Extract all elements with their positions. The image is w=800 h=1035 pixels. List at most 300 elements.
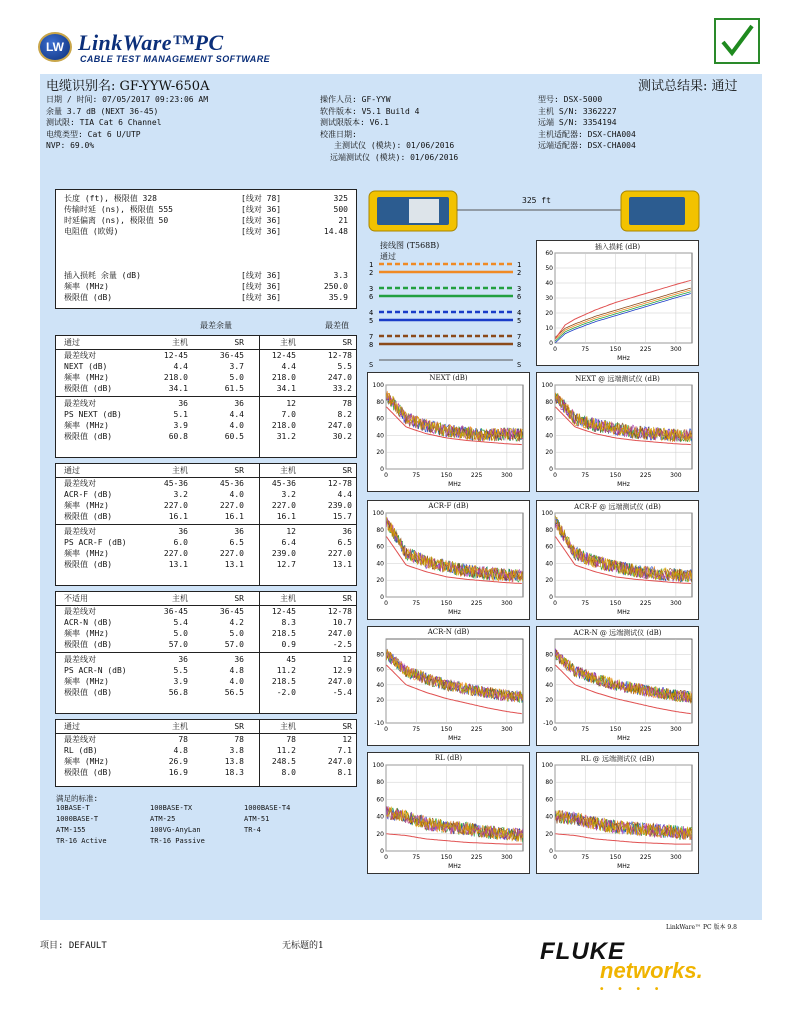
table-row (56, 350, 356, 361)
header-test-limit: 测试限: TIA Cat 6 Channel (46, 118, 162, 127)
y-tick-label: 80 (376, 651, 384, 659)
cell-value: 4.0 (229, 677, 244, 686)
y-tick-label: 20 (545, 310, 553, 317)
standard-item: 100BASE-TX (150, 804, 193, 812)
header-operator: 操作人员: GF-YYW (320, 95, 391, 104)
cell-value: 218.0 (271, 373, 296, 382)
x-tick-label: 300 (501, 472, 513, 479)
x-tick-label: 225 (470, 600, 483, 607)
x-tick-label: 150 (609, 726, 622, 733)
chart-plot (368, 501, 529, 619)
pass-check-icon (714, 18, 760, 64)
row-label: ACR-F (dB) (64, 490, 113, 499)
length-row (56, 248, 356, 259)
y-tick-label: 60 (376, 415, 384, 423)
cell-value: 3.9 (173, 421, 188, 430)
x-tick-label: 300 (670, 726, 682, 733)
cell-value: 16.9 (168, 768, 188, 777)
cell-value: 247.0 (327, 373, 352, 382)
row-label: 最差线对 (64, 607, 96, 616)
x-tick-label: 0 (384, 472, 388, 479)
cell-value: 227.0 (327, 549, 352, 558)
x-tick-label: 150 (440, 472, 453, 479)
length-label: 传输时延 (ns), 极限值 555 (64, 205, 173, 214)
length-label: 电阻值 (欧姆) (64, 227, 119, 236)
cell-value: 13.1 (168, 560, 188, 569)
chart-title: 插入损耗 (dB) (594, 243, 641, 251)
x-tick-label: 300 (670, 600, 682, 607)
x-tick-label: 225 (639, 726, 652, 733)
row-label: 不适用 (64, 594, 88, 603)
chart-title: ACR-N @ 远端测试仪 (dB) (573, 629, 662, 637)
cell-value: 45 (286, 655, 296, 664)
header-cable-type: 电缆类型: Cat 6 U/UTP (46, 129, 141, 139)
y-tick-label: 100 (541, 510, 553, 517)
standards-list (56, 804, 356, 848)
x-tick-label: 225 (639, 600, 652, 607)
x-tick-label: 0 (553, 726, 557, 733)
chart-plot (368, 373, 529, 491)
table-column-divider (259, 336, 260, 457)
cell-value: 5.4 (173, 618, 188, 627)
linkware-logo-subtitle: CABLE TEST MANAGEMENT SOFTWARE (80, 54, 270, 64)
chart-plot (537, 501, 698, 619)
length-pair: [线对 36] (241, 293, 282, 302)
cell-value: 30.2 (332, 432, 352, 441)
worst-margin-heading: 最差余量 (200, 321, 232, 330)
cell-value: 4.4 (173, 362, 188, 371)
cell-value: 主机 (280, 594, 296, 603)
cell-value: 3.8 (229, 746, 244, 755)
standard-item: 100VG-AnyLan (150, 826, 201, 834)
cell-value: 36-45 (219, 351, 244, 360)
x-tick-label: 0 (553, 600, 557, 607)
cell-value: 239.0 (327, 501, 352, 510)
standard-item: 1000BASE-T (56, 815, 99, 823)
cell-value: 36 (342, 527, 352, 536)
y-tick-label: 40 (545, 280, 553, 287)
wiremap-pin-right: 6 (517, 293, 522, 301)
row-label: 通过 (64, 722, 80, 731)
cell-value: SR (234, 722, 244, 731)
cell-value: 36 (234, 399, 244, 408)
x-tick-label: 75 (581, 346, 590, 353)
cell-value: SR (234, 466, 244, 475)
cell-value: SR (342, 722, 352, 731)
row-label: 频率 (MHz) (64, 677, 109, 686)
length-value: 14.48 (323, 227, 348, 236)
cell-value: 227.0 (163, 501, 188, 510)
y-tick-label: 40 (376, 813, 384, 821)
cell-value: 8.3 (281, 618, 296, 627)
y-tick-label: 80 (545, 779, 553, 787)
y-tick-label: 40 (376, 432, 384, 440)
y-tick-label: 10 (545, 325, 553, 332)
x-tick-label: 225 (470, 854, 483, 861)
x-tick-label: 75 (581, 472, 590, 479)
cable-id: 电缆识别名: GF-YYW-650A (46, 79, 210, 94)
header-right-col (538, 94, 636, 152)
table-row (56, 420, 356, 431)
length-value: 21 (338, 216, 348, 225)
cell-value: 6.4 (281, 538, 296, 547)
chart-acrn (367, 626, 530, 746)
cell-value: 5.1 (173, 410, 188, 419)
standard-item: ATM-51 (244, 815, 270, 823)
cell-value: 4.4 (337, 490, 352, 499)
cell-value: 31.2 (276, 432, 296, 441)
row-label: 极限值 (dB) (64, 768, 113, 777)
wiremap-pin-left: 6 (369, 293, 374, 301)
length-row (56, 237, 356, 248)
cell-value: 34.1 (276, 384, 296, 393)
cell-value: 218.0 (271, 421, 296, 430)
length-pair: [线对 36] (241, 282, 282, 291)
cell-value: 6.5 (337, 538, 352, 547)
cell-value: 4.0 (229, 421, 244, 430)
x-tick-label: 75 (581, 854, 590, 861)
chart-return-loss-remote (536, 752, 699, 874)
cell-value: 36-45 (163, 607, 188, 616)
y-tick-label: 80 (545, 526, 553, 534)
row-label: 极限值 (dB) (64, 512, 113, 521)
standard-item: TR-16 Passive (150, 837, 205, 845)
cell-value: 12.9 (332, 666, 352, 675)
row-label: PS NEXT (dB) (64, 410, 122, 419)
cell-value: 26.9 (168, 757, 188, 766)
row-label: 最差线对 (64, 399, 96, 408)
cell-value: 3.9 (173, 677, 188, 686)
header-left-col (46, 94, 208, 152)
cell-value: 61.5 (224, 384, 244, 393)
standard-item: ATM-25 (150, 815, 176, 823)
cell-value: 5.0 (229, 373, 244, 382)
header-main-adapter: 主机适配器: DSX-CHA004 (538, 129, 636, 139)
chart-title: RL (dB) (434, 754, 463, 762)
length-value: 325 (333, 194, 348, 203)
header-remote-module-cal: 远端测试仪 (模块): 01/06/2016 (330, 152, 459, 162)
cell-value: 3.2 (173, 490, 188, 499)
row-label: 频率 (MHz) (64, 373, 109, 382)
cell-value: 16.1 (276, 512, 296, 521)
row-label: 频率 (MHz) (64, 549, 109, 558)
x-tick-label: 0 (384, 600, 388, 607)
table-column-divider (259, 464, 260, 585)
chart-return-loss (367, 752, 530, 874)
fluke-logo-dots: • • • • (600, 984, 665, 995)
x-tick-label: 150 (609, 600, 622, 607)
table-row (56, 687, 356, 698)
y-tick-label: 60 (545, 250, 553, 257)
cell-value: 主机 (172, 594, 188, 603)
table-row (56, 478, 356, 489)
chart-acrf-remote (536, 500, 699, 620)
y-tick-label: 0 (549, 340, 553, 347)
cell-value: 12-78 (327, 607, 352, 616)
table-row (56, 511, 356, 522)
wiremap-status: 通过 (380, 252, 396, 261)
cell-value: 7.0 (281, 410, 296, 419)
cell-value: 18.3 (224, 768, 244, 777)
cell-value: 8.0 (281, 768, 296, 777)
x-tick-label: 300 (670, 854, 682, 861)
wiremap-pin-right: 7 (517, 333, 522, 341)
x-tick-label: 0 (384, 854, 388, 861)
y-tick-label: 40 (545, 432, 553, 440)
standard-item: TR-4 (244, 826, 261, 834)
length-row (56, 292, 356, 303)
cell-value: 45-36 (219, 479, 244, 488)
cell-value: SR (234, 338, 244, 347)
length-row (56, 281, 356, 292)
y-tick-label: 0 (549, 466, 553, 473)
x-tick-label: 300 (501, 726, 513, 733)
wiremap-pin-left: 1 (369, 261, 374, 269)
cell-value: 4.4 (229, 410, 244, 419)
row-label: 频率 (MHz) (64, 629, 109, 638)
wiremap-pin-right: 3 (517, 285, 522, 293)
row-label: 极限值 (dB) (64, 688, 113, 697)
table-row (56, 606, 356, 617)
length-pair: [线对 36] (241, 205, 282, 214)
row-label: PS ACR-N (dB) (64, 666, 127, 675)
test-summary-result: 测试总结果: 通过 (638, 79, 738, 94)
y-tick-label: 80 (376, 526, 384, 534)
x-tick-label: 300 (670, 346, 682, 353)
length-row (56, 270, 356, 281)
wiremap-pin-right: S (517, 361, 522, 369)
x-tick-label: 300 (501, 854, 513, 861)
cell-value: 227.0 (163, 549, 188, 558)
chart-acrf (367, 500, 530, 620)
project-label: 项目: DEFAULT (40, 941, 107, 951)
table-row (56, 500, 356, 511)
wiremap-pin-left: 5 (369, 317, 374, 325)
length-value: 35.9 (328, 293, 348, 302)
x-tick-label: 225 (470, 472, 483, 479)
cell-value: 12 (342, 735, 352, 744)
length-label: 插入损耗 余量 (dB) (64, 271, 141, 280)
header-calibration: 校准日期: (320, 129, 357, 139)
x-tick-label: 225 (639, 472, 652, 479)
cell-value: 45-36 (271, 479, 296, 488)
cell-value: 11.2 (276, 746, 296, 755)
standard-item: 1000BASE-T4 (244, 804, 291, 812)
cell-value: 10.7 (332, 618, 352, 627)
y-tick-label: 60 (545, 543, 553, 551)
header-mid-col (320, 94, 458, 163)
wiremap-pin-left: 8 (369, 341, 374, 349)
table-row (56, 489, 356, 500)
x-tick-label: 150 (440, 726, 453, 733)
y-tick-label: 20 (545, 577, 553, 585)
row-label: RL (dB) (64, 746, 98, 755)
cell-value: 239.0 (271, 549, 296, 558)
report-title: 无标题的1 (282, 941, 324, 951)
cell-value: 60.8 (168, 432, 188, 441)
table-row (56, 431, 356, 442)
table-row (56, 734, 356, 745)
table-row (56, 537, 356, 548)
cell-value: 16.1 (168, 512, 188, 521)
x-tick-label: 75 (412, 726, 421, 733)
chart-plot (537, 373, 698, 491)
row-label: 频率 (MHz) (64, 757, 109, 766)
length-row (56, 226, 356, 237)
cell-value: 主机 (172, 722, 188, 731)
table-row (56, 409, 356, 420)
row-label: PS ACR-F (dB) (64, 538, 127, 547)
cell-value: 56.8 (168, 688, 188, 697)
x-axis-label: MHz (617, 609, 630, 616)
cell-value: 33.2 (332, 384, 352, 393)
cell-value: 247.0 (327, 629, 352, 638)
x-axis-label: MHz (448, 609, 461, 616)
table-header-row (56, 593, 356, 604)
standards-title: 满足的标准: (56, 794, 99, 803)
x-tick-label: 150 (440, 854, 453, 861)
y-tick-label: 0 (380, 594, 384, 601)
length-row (56, 193, 356, 204)
cell-value: 13.1 (332, 560, 352, 569)
cable-length-label: 325 ft (522, 196, 551, 205)
header-main-module-cal: 主测试仪 (模块): 01/06/2016 (334, 141, 455, 150)
x-tick-label: 225 (639, 854, 652, 861)
cell-value: 15.7 (332, 512, 352, 521)
cell-value: 60.5 (224, 432, 244, 441)
x-tick-label: 225 (639, 346, 652, 353)
chart-plot (368, 627, 529, 745)
cell-value: 218.5 (271, 677, 296, 686)
table-row (56, 628, 356, 639)
x-axis-label: MHz (617, 863, 630, 870)
cell-value: 16.1 (224, 512, 244, 521)
cell-value: SR (342, 594, 352, 603)
row-label: 最差线对 (64, 351, 96, 360)
length-value: 250.0 (323, 282, 348, 291)
y-tick-label: 60 (376, 796, 384, 804)
y-tick-label: 0 (380, 848, 384, 855)
table-row (56, 745, 356, 756)
cell-value: 6.0 (173, 538, 188, 547)
y-tick-label: 20 (545, 697, 553, 705)
cell-value: -2.0 (276, 688, 296, 697)
x-axis-label: MHz (448, 735, 461, 742)
cell-value: 3.7 (229, 362, 244, 371)
linkware-logo-badge: LW (38, 32, 72, 62)
cell-value: 8.1 (337, 768, 352, 777)
table-row (56, 548, 356, 559)
acrf-results-table (55, 463, 357, 586)
row-label: 极限值 (dB) (64, 432, 113, 441)
y-tick-label: 0 (380, 466, 384, 473)
cell-value: 12 (286, 399, 296, 408)
software-version-note: LinkWare™ PC 版本 9.8 (666, 924, 737, 931)
y-tick-label: 80 (376, 398, 384, 406)
x-tick-label: 300 (501, 600, 513, 607)
y-tick-label: -10 (543, 720, 553, 727)
chart-plot (537, 627, 698, 745)
x-axis-label: MHz (617, 355, 630, 362)
cell-value: 36 (178, 655, 188, 664)
cell-value: 227.0 (271, 501, 296, 510)
x-tick-label: 0 (553, 346, 557, 353)
table-header-row (56, 465, 356, 476)
row-label: 通过 (64, 338, 80, 347)
y-tick-label: 20 (545, 830, 553, 838)
header-main-sn: 主机 S/N: 3362227 (538, 106, 617, 116)
y-tick-label: 100 (541, 382, 553, 389)
next-results-table (55, 335, 357, 458)
length-row (56, 259, 356, 270)
group-separator (56, 396, 356, 397)
table-row (56, 676, 356, 687)
cell-value: 主机 (172, 466, 188, 475)
y-tick-label: -10 (374, 720, 384, 727)
wiremap-pin-right: 1 (517, 261, 522, 269)
cell-value: 227.0 (219, 501, 244, 510)
cell-value: 主机 (280, 722, 296, 731)
cell-value: 36 (178, 399, 188, 408)
chart-plot (368, 753, 529, 873)
table-row (56, 665, 356, 676)
table-row (56, 398, 356, 409)
row-label: ACR-N (dB) (64, 618, 113, 627)
chart-plot (537, 753, 698, 873)
y-tick-label: 80 (376, 779, 384, 787)
row-label: 频率 (MHz) (64, 421, 109, 430)
table-row (56, 361, 356, 372)
wiremap (367, 240, 529, 370)
chart-acrn-remote (536, 626, 699, 746)
cell-value: 12-45 (271, 351, 296, 360)
cell-value: 4.2 (229, 618, 244, 627)
row-label: 最差线对 (64, 655, 96, 664)
wiremap-pin-right: 4 (517, 309, 522, 317)
y-tick-label: 60 (545, 666, 553, 674)
cell-value: 12 (286, 527, 296, 536)
chart-plot (537, 241, 698, 365)
cell-value: 3.2 (281, 490, 296, 499)
cell-value: 12-45 (163, 351, 188, 360)
x-axis-label: MHz (617, 735, 630, 742)
row-label: 最差线对 (64, 479, 96, 488)
chart-title: NEXT @ 远端测试仪 (dB) (575, 375, 660, 383)
x-tick-label: 150 (440, 600, 453, 607)
cell-value: 4.4 (281, 362, 296, 371)
cell-value: SR (342, 338, 352, 347)
y-tick-label: 20 (376, 697, 384, 705)
cell-value: 34.1 (168, 384, 188, 393)
group-separator (56, 652, 356, 653)
cell-value: 248.5 (271, 757, 296, 766)
wiremap-pin-right: 8 (517, 341, 522, 349)
cell-value: 78 (286, 735, 296, 744)
cell-value: 78 (342, 399, 352, 408)
cell-value: 主机 (172, 338, 188, 347)
cell-value: SR (342, 466, 352, 475)
cell-value: 218.0 (163, 373, 188, 382)
header-model: 型号: DSX-5000 (538, 95, 603, 104)
y-tick-label: 40 (376, 560, 384, 568)
y-tick-label: 100 (372, 762, 384, 769)
cell-value: 56.5 (224, 688, 244, 697)
cell-value: 12-45 (271, 607, 296, 616)
cell-value: 247.0 (327, 757, 352, 766)
table-column-divider (259, 720, 260, 786)
table-column-divider (259, 592, 260, 713)
cell-value: 12-78 (327, 351, 352, 360)
